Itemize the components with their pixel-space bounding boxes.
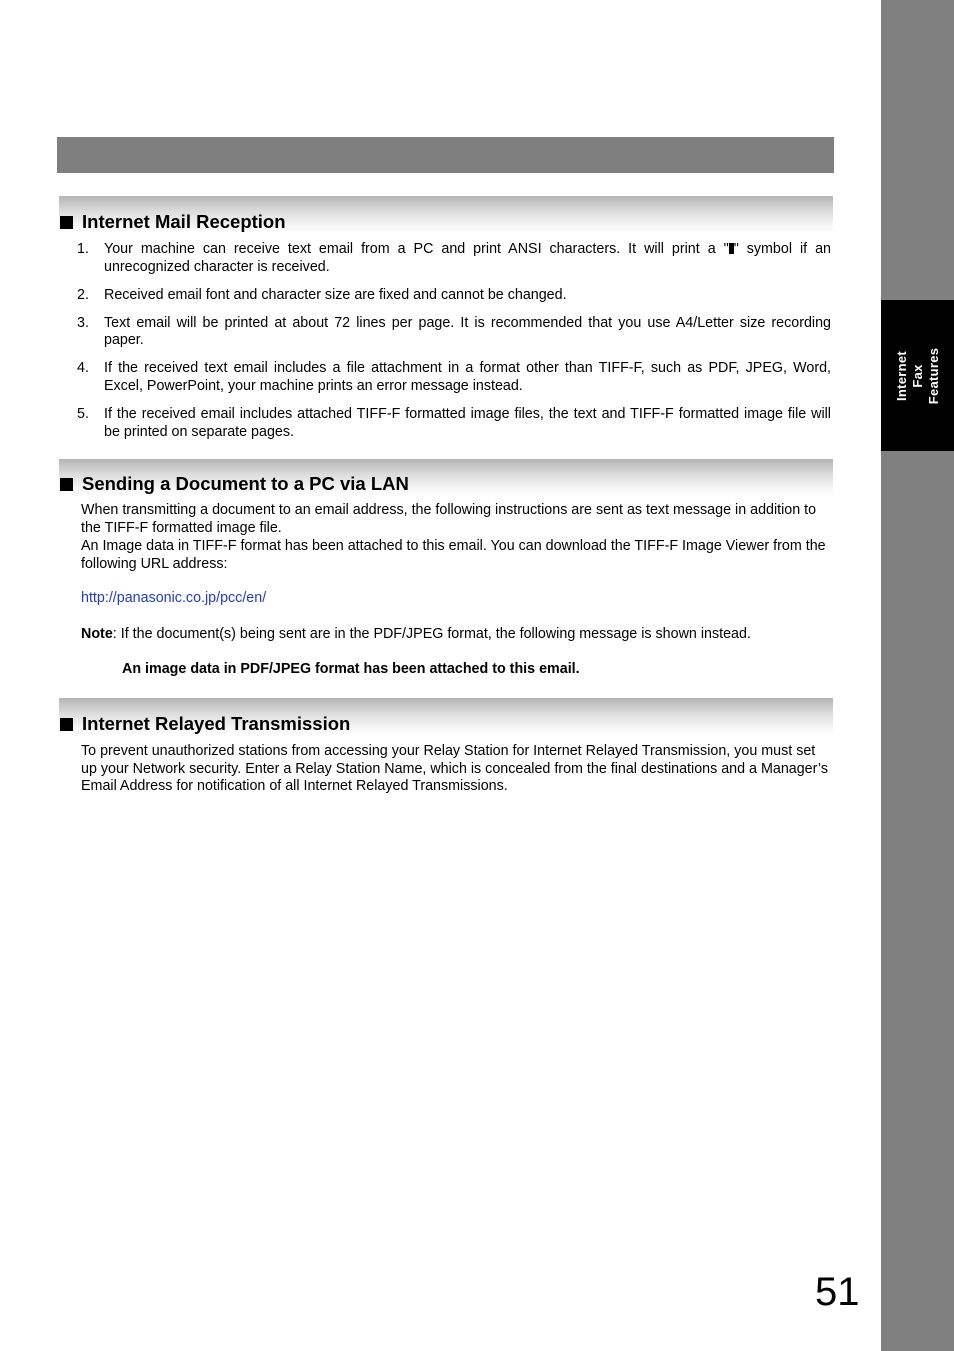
page-number: 51 [815, 1270, 860, 1314]
section-title-sending: Sending a Document to a PC via LAN [59, 473, 409, 495]
viewer-url-link[interactable]: http://panasonic.co.jp/pcc/en/ [81, 590, 267, 606]
square-bullet-icon [60, 478, 73, 491]
list-item: 3. Text email will be printed at about 72 lines per page. It is recommended that you use A4/Letter size recording paper. [77, 314, 831, 349]
list-item: 2. Received email font and character size are fixed and cannot be changed. [77, 286, 567, 303]
list-item: 5. If the received email includes attached TIFF-F formatted image files, the text and TIFF-F formatted image file will be printed on separate pages. [77, 406, 831, 440]
reception-list [77, 241, 831, 452]
chapter-tab [881, 300, 954, 451]
note-line [81, 626, 831, 644]
list-item: 1. Your machine can receive text email from a PC and print ANSI characters. It will print a " " symbol if an unrecognized character is received. [77, 241, 831, 275]
square-bullet-icon [60, 216, 73, 229]
relayed-paragraph: To prevent unauthorized stations from accessing your Relay Station for Internet Relayed Transmission, you must set up your Network security. Enter a Relay Station Name, which is concealed from the final destinations and a Manager’s Email Address for notification of all Internet Relayed Transmissions. [81, 743, 828, 795]
header-band [57, 137, 834, 173]
sending-paragraph-1: When transmitting a document to an email address, the following instructions are sent as text message in addition to the TIFF-F formatted image file. [81, 502, 817, 536]
section-title-reception: Internet Mail Reception [59, 211, 286, 233]
url-line [81, 590, 831, 608]
chapter-tab-label: Internet Fax Features [893, 347, 941, 404]
note-text: : If the document(s) being sent are in the PDF/JPEG format, the following message is shown instead. [112, 626, 751, 642]
square-bullet-icon [60, 718, 73, 731]
note-label: Note [81, 626, 113, 642]
section-title-relayed: Internet Relayed Transmission [59, 713, 350, 735]
list-item: 4. If the received text email includes a file attachment in a format other than TIFF-F, such as PDF, JPEG, Word, Excel, PowerPoint, your machine prints an error message instead. [77, 360, 831, 395]
side-bar [881, 0, 954, 1351]
sending-paragraph-2: An Image data in TIFF-F format has been attached to this email. You can download the TIFF-F Image Viewer from the following URL address: [81, 538, 826, 572]
note-message: An image data in PDF/JPEG format has been attached to this email. [122, 661, 580, 677]
